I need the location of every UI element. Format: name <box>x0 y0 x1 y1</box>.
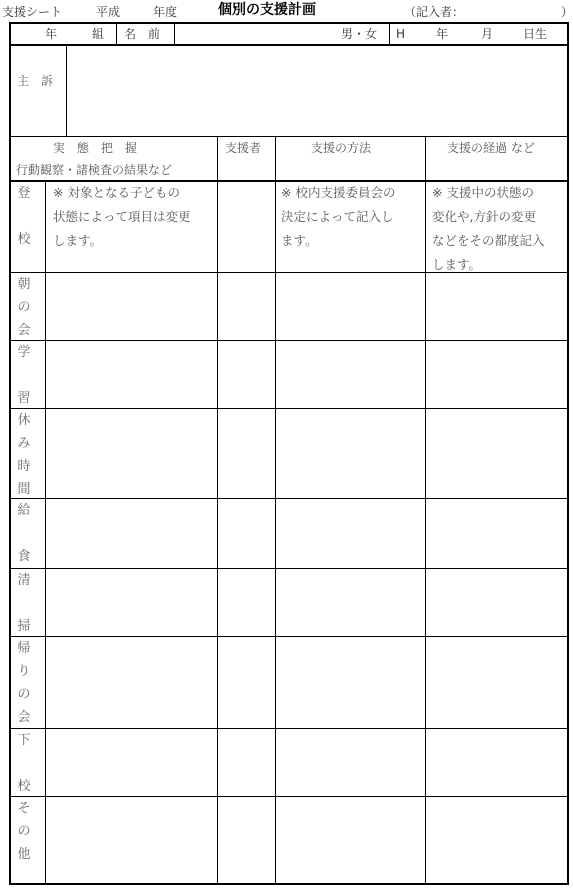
year-suffix: 年度 <box>153 5 178 19</box>
col-divider <box>275 137 276 885</box>
row-divider <box>9 568 569 569</box>
info-divider <box>174 22 175 45</box>
row-label-divider <box>45 181 46 885</box>
complaint-divider <box>66 45 67 137</box>
info-birth-month: 月 <box>481 27 494 41</box>
row-label-break: 休 み 時 間 <box>17 413 31 497</box>
complaint-bottom <box>9 136 569 137</box>
col-supporter: 支援者 <box>225 141 262 155</box>
note-progress: ※ 支援中の状態の 変化や,方針の変更 などをその都度記入 します。 <box>432 185 545 272</box>
recorder-close: ） <box>561 5 573 19</box>
sheet-name: 支援シート <box>2 5 63 19</box>
col-assessment-subtitle: 行動観察・諸検査の結果など <box>16 163 173 177</box>
page-title: 個別の支援計画 <box>218 2 316 18</box>
note-assessment: ※ 対象となる子どもの 状態によって項目は変更 します。 <box>53 185 191 248</box>
row-divider <box>9 796 569 797</box>
row-divider <box>9 498 569 499</box>
col-progress: 支援の経過 など <box>447 141 535 155</box>
info-birth-day: 日生 <box>523 27 548 41</box>
row-divider <box>9 408 569 409</box>
complaint-label: 主 訴 <box>17 74 54 88</box>
row-label-cleaning: 清 掃 <box>17 573 31 634</box>
info-divider <box>389 22 390 45</box>
col-divider <box>217 137 218 885</box>
info-divider <box>116 22 117 45</box>
row-label-closing-meeting: 帰 り の 会 <box>17 641 31 725</box>
row-label-lunch: 給 食 <box>17 503 31 564</box>
info-gender: 男・女 <box>341 27 378 41</box>
row-label-morning-meeting: 朝 の 会 <box>17 277 31 338</box>
era-label: 平成 <box>96 5 121 19</box>
row-label-other: そ の 他 <box>17 801 31 862</box>
row-divider <box>9 340 569 341</box>
info-name-label: 名 前 <box>124 27 161 41</box>
note-method: ※ 校内支援委員会の 決定によって記入し ます。 <box>281 185 396 248</box>
row-label-departure: 下 校 <box>17 733 31 794</box>
row-divider <box>9 728 569 729</box>
row-divider <box>9 636 569 637</box>
col-divider <box>425 137 426 885</box>
info-class: 組 <box>92 27 105 41</box>
row-label-study: 学 習 <box>17 345 31 406</box>
col-assessment-title: 実 態 把 握 <box>53 141 138 155</box>
col-method: 支援の方法 <box>311 141 372 155</box>
recorder-label: （記入者： <box>404 5 465 19</box>
row-label-arrival: 登 校 <box>17 186 31 247</box>
info-birth-year: 年 <box>436 27 449 41</box>
info-birth-era: H <box>396 27 406 41</box>
info-row-bottom <box>9 44 569 46</box>
info-year: 年 <box>45 27 58 41</box>
